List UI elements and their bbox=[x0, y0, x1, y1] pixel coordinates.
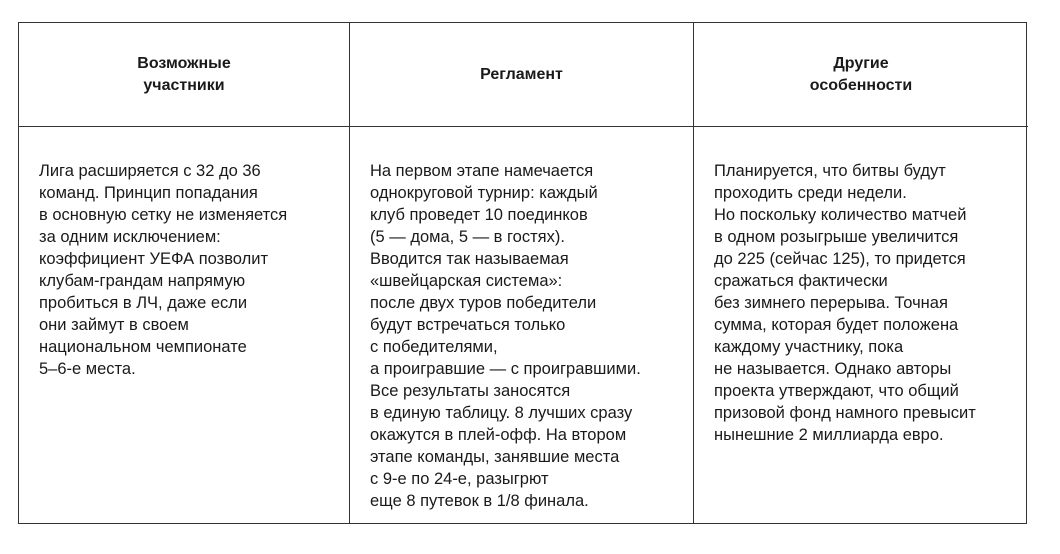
header-regulations: Регламент bbox=[350, 23, 694, 127]
cell-participants: Лига расширяется с 32 до 36 команд. Принцип попадания в основную сетку не изменяется за одним исключением: коэффициент УЕФА позволит клубам-грандам напрямую пробиться в ЛЧ, даже если они займут в своем национальном чемпионате 5–6-е места. bbox=[19, 127, 350, 523]
cell-other-features: Планируется, что битвы будут проходить среди недели. Но поскольку количество матчей в одном розыгрыше увеличится до 225 (сейчас 125), то придется сражаться фактически без зимнего перерыва. Точная сумма, которая будет положена каждому участнику, пока не называется. Однако авторы проекта утверждают, что общий призовой фонд намного превысит нынешние 2 миллиарда евро. bbox=[714, 162, 976, 444]
header-other-features: Другие особенности bbox=[694, 23, 1028, 127]
cell-regulations: На первом этапе намечается однокруговой турнир: каждый клуб проведет 10 поединков (5 — дома, 5 — в гостях). Вводится так называемая «швейцарская система»: после двух туров победители будут встречаться только с победителями, а проигравшие — с проигравшими. Все результаты заносятся в единую таблицу. 8 лучших сразу окажутся в плей-офф. На втором этапе команды, занявшие места с 9-е по 24-е, разыгрют еще 8 путевок в 1/8 финала. bbox=[350, 127, 694, 523]
comparison-table bbox=[18, 22, 1027, 524]
header-participants: Возможные участники bbox=[19, 23, 350, 127]
